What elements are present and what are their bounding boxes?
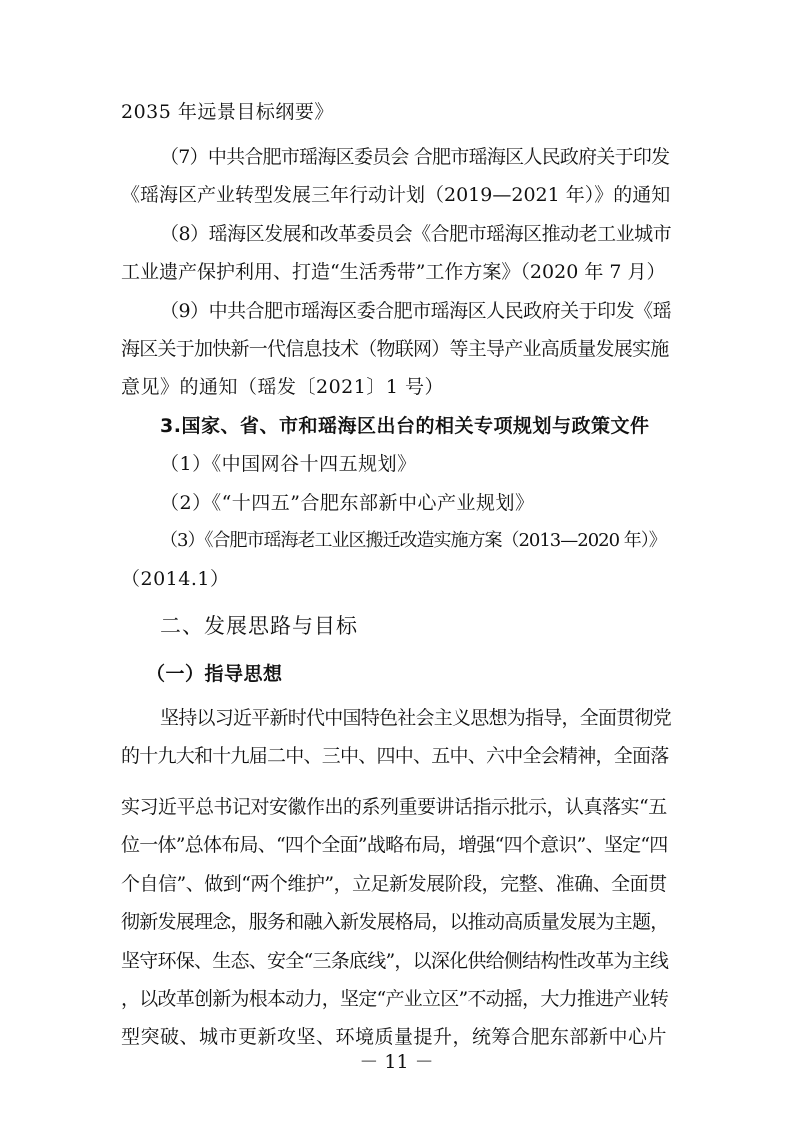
text-line: 坚守环保、生态、安全“三条底线”，以深化供给侧结构性改革为主线 xyxy=(121,950,669,972)
text-line: 海区关于加快新一代信息技术（物联网）等主导产业高质量发展实施 xyxy=(121,338,669,360)
text-line: （1）《中国网谷十四五规划》 xyxy=(160,453,417,475)
text-line: 彻新发展理念，服务和融入新发展格局，以推动高质量发展为主题， xyxy=(121,911,669,933)
text-line: （3）《合肥市瑶海老工业区搬迁改造实施方案（2013—2020 年）》 xyxy=(160,530,666,551)
text-line: 2035 年远景目标纲要》 xyxy=(121,101,334,123)
text-line: 《瑶海区产业转型发展三年行动计划（2019—2021 年）》的通知 xyxy=(121,184,671,206)
text-line: ，以改革创新为根本动力，坚定“产业立区”不动摇，大力推进产业转 xyxy=(121,988,669,1010)
subsection-heading: （一）指导思想 xyxy=(146,663,283,685)
text-line: （7）中共合肥市瑶海区委员会 合肥市瑶海区人民政府关于印发 xyxy=(160,146,670,168)
text-line: 坚持以习近平新时代中国特色社会主义思想为指导，全面贯彻党 xyxy=(160,707,672,729)
text-line: 意见》的通知（瑶发〔2021〕1 号） xyxy=(121,376,444,398)
chapter-heading: 二、发展思路与目标 xyxy=(160,614,358,638)
text-line: （9）中共合肥市瑶海区委合肥市瑶海区人民政府关于印发《瑶 xyxy=(160,300,672,322)
text-line: （2014.1） xyxy=(121,568,230,590)
text-line: 位一体”总体布局、“四个全面”战略布局，增强“四个意识”、坚定“四 xyxy=(121,834,668,856)
text-line: 型突破、城市更新攻坚、环境质量提升，统筹合肥东部新中心片 xyxy=(121,1026,668,1048)
text-line: 工业遗产保护利用、打造“生活秀带”工作方案》（2020 年 7 月） xyxy=(121,261,666,283)
section-heading: 3.国家、省、市和瑶海区出台的相关专项规划与政策文件 xyxy=(160,415,650,437)
text-line: （2）《“十四五”合肥东部新中心产业规划》 xyxy=(160,492,535,514)
page-number: － 11 － xyxy=(359,1051,434,1073)
text-line: 个自信”、做到“两个维护”，立足新发展阶段，完整、准确、全面贯 xyxy=(121,873,667,895)
text-line: （8）瑶海区发展和改革委员会《合肥市瑶海区推动老工业城市 xyxy=(160,223,672,245)
text-line: 实习近平总书记对安徽作出的系列重要讲话指示批示，认真落实“五 xyxy=(121,796,667,818)
text-line: 的十九大和十九届二中、三中、四中、五中、六中全会精神，全面落 xyxy=(121,745,669,767)
